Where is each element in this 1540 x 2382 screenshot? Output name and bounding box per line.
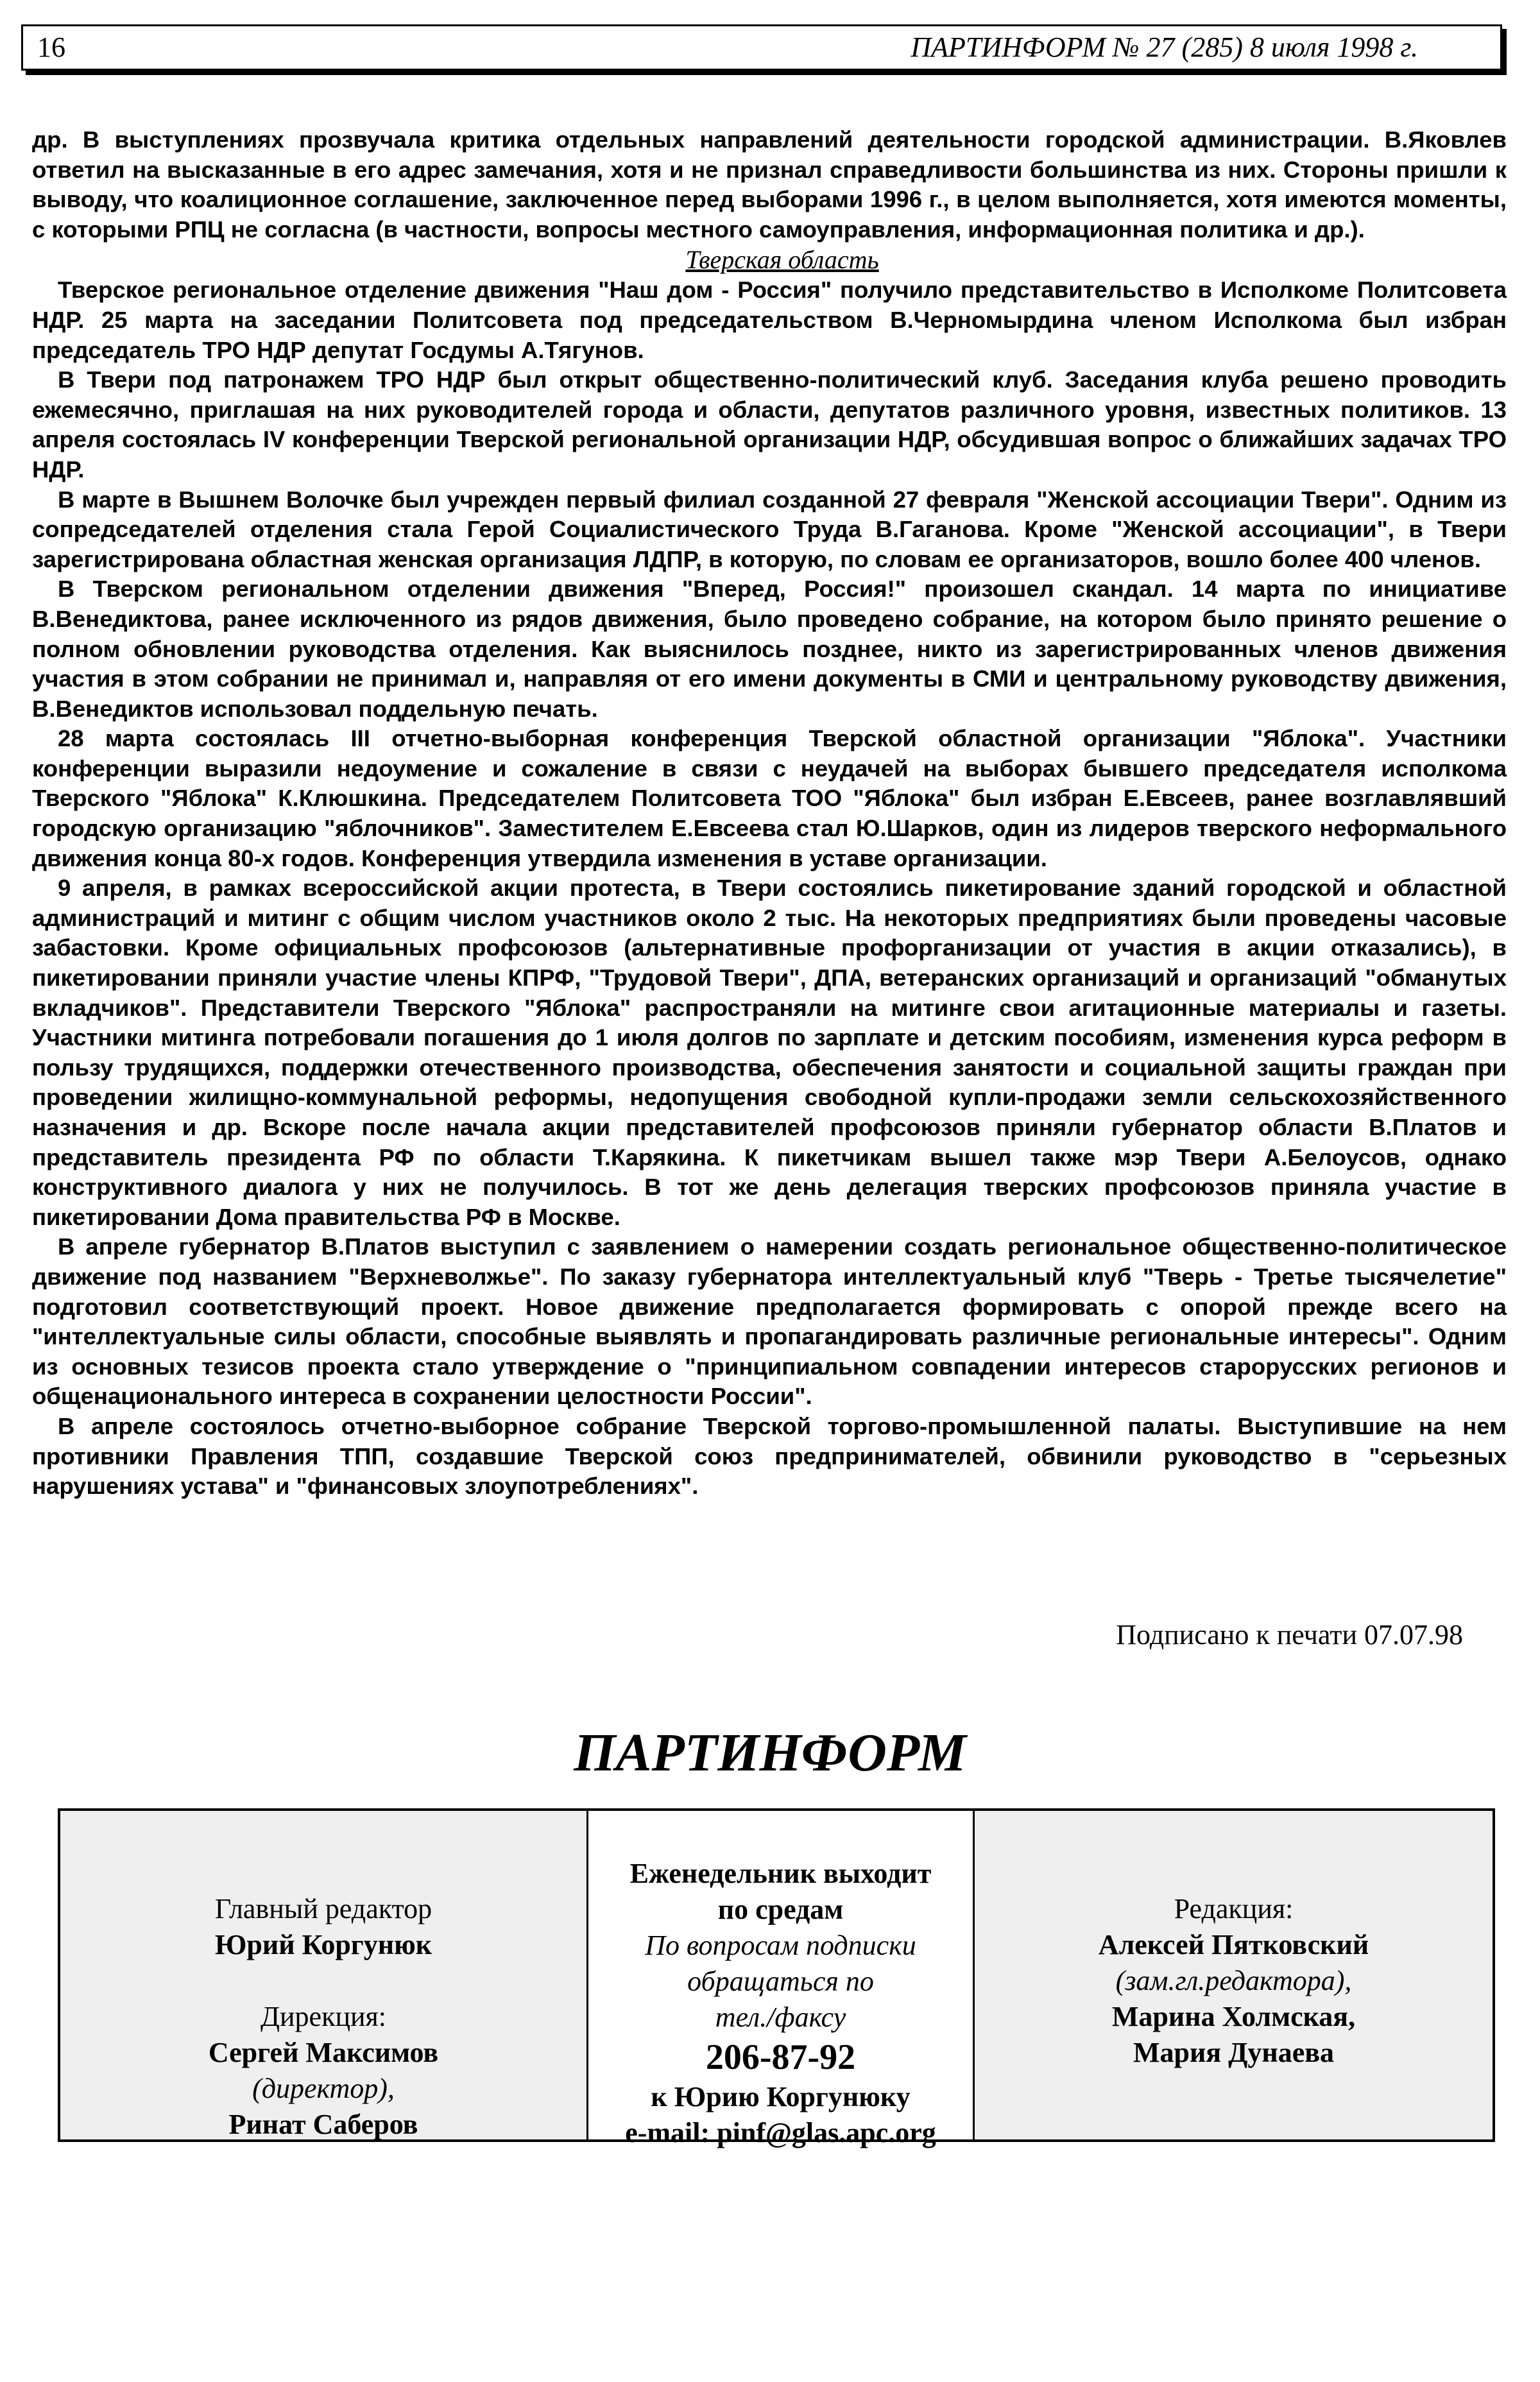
director-name: Сергей Максимов bbox=[208, 2037, 439, 2068]
masthead-subscription-column bbox=[586, 1811, 975, 2148]
editorial-member-name: Марина Холмская, bbox=[1111, 2001, 1356, 2032]
article-paragraph: Тверское региональное отделение движения "Наш дом - Россия" получило представительство в Исполкоме Политсовета НДР. 25 марта на заседании Политсовета под председательством В.Черномырдина членом Исполкома был избран председатель ТРО НДР депутат Госдумы А.Тягунов. bbox=[32, 277, 1507, 363]
article-paragraph: 28 марта состоялась III отчетно-выборная конференция Тверской областной организации "Яблока". Участники конференции выразили недоумение и сожаление в связи с неудачей на выборах бывшего председателя исполкома Тверского "Яблока" К.Клюшкина. Председателем Политсовета ТОО "Яблока" был избран Е.Евсеев, ранее возглавлявший городскую организацию "яблочников". Заместителем Е.Евсеева стал Ю.Шарков, один из лидеров тверского неформального движения конца 80-х годов. Конференция утвердила изменения в уставе организации. bbox=[32, 725, 1507, 871]
weekday-line: по средам bbox=[717, 1894, 844, 1925]
article-paragraph: 9 апреля, в рамках всероссийской акции протеста, в Твери состоялись пикетирование зданий городской и областной администраций и митинг с общим числом участников около 2 тыс. На некоторых предприятиях были проведены часовые забастовки. Кроме официальных профсоюзов (альтернативные профорганизации от участия в акции отказались), в пикетировании приняли участие члены КПРФ, "Трудовой Твери", ДПА, ветеранских организаций и организаций "обманутых вкладчиков". Представители Тверского "Яблока" распространяли на митинге свои агитационные материалы и газеты. Участники митинга потребовали погашения до 1 июля долгов по зарплате и детским пособиям, изменения курса реформ в пользу трудящихся, поддержки отечественного производства, обеспечения занятости и социальной защиты граждан при проведении жилищно-коммунальной реформы, недопущения свободной купли-продажи земли сельскохозяйственного назначения и др. Вскоре после начала акции представителей профсоюзов приняли губернатор области В.Платов и представитель президента РФ по области Т.Карякина. К пикетчикам вышел также мэр Твери А.Белоусов, однако конструктивного диалога у них не получилось. В тот же день делегация тверских профсоюзов приняла участие в пикетировании Дома правительства РФ в Москве. bbox=[32, 875, 1507, 1230]
article-paragraph: В Твери под патронажем ТРО НДР был открыт общественно-политический клуб. Заседания клуба решено проводить ежемесячно, приглашая на них руководителей города и области, депутатов различного уровня, известных политиков. 13 апреля состоялась IV конференции Тверской региональной организации НДР, обсудившая вопрос о ближайших задачах ТРО НДР. bbox=[32, 366, 1507, 483]
subscription-line-2: обращаться по bbox=[687, 1966, 874, 1997]
editorial-label: Редакция: bbox=[1174, 1893, 1294, 1924]
director-role: (директор), bbox=[252, 2073, 395, 2104]
phone-fax-label: тел./факсу bbox=[715, 2001, 846, 2033]
page-number: 16 bbox=[37, 31, 65, 63]
article-paragraph: В марте в Вышнем Волочке был учрежден первый филиал созданной 27 февраля "Женской ассоциации Твери". Одним из сопредседателей отделения стала Герой Социалистического Труда В.Гаганова. Кроме "Женской ассоциации", в Твери зарегистрирована областная женская организация ЛДПР, в которую, по словам ее организаторов, вошло более 400 членов. bbox=[32, 486, 1507, 572]
article-body bbox=[32, 125, 1507, 1502]
article-paragraph: В Тверском региональном отделении движения "Вперед, Россия!" произошел скандал. 14 марта по инициативе В.Венедиктова, ранее исключенного из рядов движения, было проведено собрание, на котором было принято решение о полном обновлении руководства отделения. Как выяснилось позднее, никто из зарегистрированных членов движения участия в этом собрании не принимал и, направляя от его имени документы в СМИ и центральному руководству движения, В.Венедиктов использовал поддельную печать. bbox=[32, 576, 1507, 722]
page-header bbox=[21, 24, 1502, 71]
deputy-editor-name: Алексей Пятковский bbox=[1098, 1929, 1369, 1960]
article-paragraph: В апреле состоялось отчетно-выборное собрание Тверской торгово-промышленной палаты. Выступившие на нем противники Правления ТПП, создавшие Тверской союз предпринимателей, обвинили руководство в "серьезных нарушениях устава" и "финансовых злоупотреблениях". bbox=[32, 1412, 1507, 1500]
email-address: e-mail: pinf@glas.apc.org bbox=[625, 2117, 936, 2148]
editor-label: Главный редактор bbox=[214, 1893, 432, 1924]
article-paragraph: В апреле губернатор В.Платов выступил с заявлением о намерении создать региональное общественно-политическое движение под названием "Верхневолжье". По заказу губернатора интеллектуальный клуб "Тверь - Третье тысячелетие" подготовил соответствующий проект. Новое движение предполагается формировать с опорой прежде всего на "интеллектуальные силы области, способные выявлять и пропагандировать различные региональные интересы". Одним из основных тезисов проекта стало утверждение о "принципиальном совпадении интересов старорусских регионов и общенационального интереса в сохранении целостности России". bbox=[32, 1233, 1507, 1410]
masthead-title: ПАРТИНФОРМ bbox=[574, 1723, 966, 1783]
phone-number: 206-87-92 bbox=[705, 2037, 856, 2077]
masthead-editorial-column bbox=[975, 1811, 1493, 2139]
editorial-member-name-2: Мария Дунаева bbox=[1133, 2037, 1335, 2068]
signed-to-print: Подписано к печати 07.07.98 bbox=[1116, 1619, 1463, 1650]
issue-line: ПАРТИНФОРМ № 27 (285) 8 июля 1998 г. bbox=[911, 31, 1418, 63]
direction-label: Дирекция: bbox=[260, 2001, 387, 2032]
article-intro: др. В выступлениях прозвучала критика отдельных направлений деятельности городской администрации. В.Яковлев ответил на высказанные в его адрес замечания, хотя и не признал справедливости большинства из них. Стороны пришли к выводу, что коалиционное соглашение, заключенное перед выборами 1996 г., в целом выполняется, хотя имеются моменты, с которыми РПЦ не согласна (в частности, вопросы местного самоуправления, информационная политика и др.). bbox=[32, 126, 1507, 243]
deputy-editor-role: (зам.гл.редактора), bbox=[1115, 1965, 1352, 1996]
masthead-editors-column bbox=[60, 1811, 586, 2139]
editor-name: Юрий Коргунюк bbox=[214, 1929, 432, 1960]
weekly-line: Еженедельник выходит bbox=[629, 1858, 932, 1889]
second-director-name: Ринат Саберов bbox=[228, 2109, 418, 2140]
masthead-info-box bbox=[58, 1808, 1495, 2148]
section-heading: Тверская область bbox=[685, 245, 879, 275]
subscription-line: По вопросам подписки bbox=[645, 1930, 916, 1961]
contact-person: к Юрию Коргунюку bbox=[651, 2081, 911, 2112]
